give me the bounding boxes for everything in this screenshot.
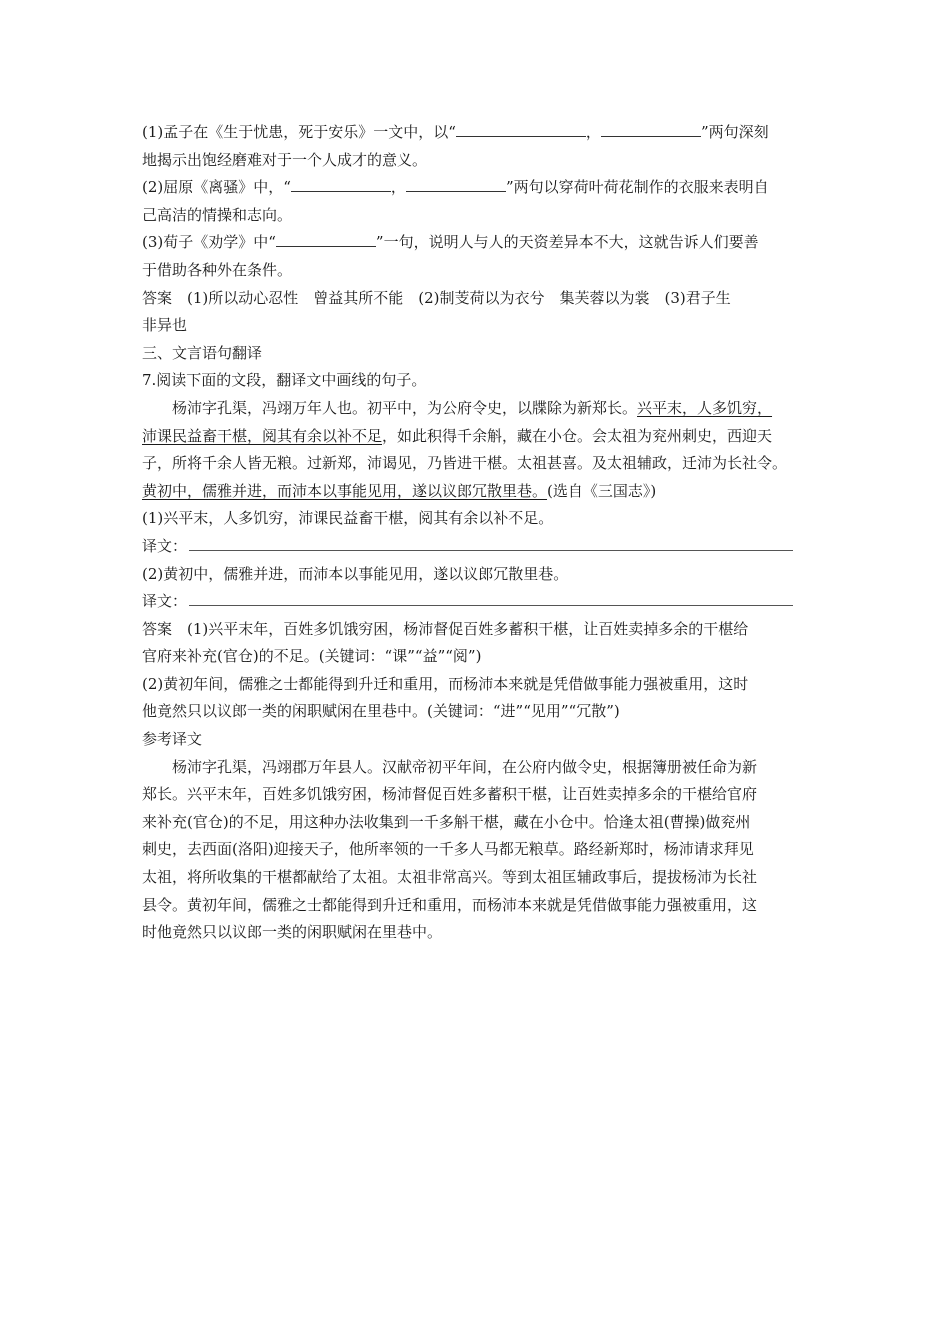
q7-answer-line4: 他竟然只以议郎一类的闲职赋闲在里巷中。(关键词：“进”“见用”“冗散”) xyxy=(142,702,620,721)
q6-item2-text: (2)屈原《离骚》中，“ xyxy=(142,178,291,197)
q6-item2-line2: 己高洁的情操和志向。 xyxy=(142,205,293,224)
translation-answer-line[interactable] xyxy=(189,535,793,551)
passage-line3: 子，所将千余人皆无粮。过新郑，沛谒见，乃皆进干椹。太祖甚喜。及太祖辅政，迁沛为长社令。 xyxy=(142,454,788,473)
passage-text: ，如此积得千余斛，藏在小仓。会太祖为兖州刺史，西迎天 xyxy=(382,426,773,445)
fill-blank[interactable] xyxy=(406,176,506,192)
q6-item3-text: (3)荀子《劝学》中“ xyxy=(142,233,276,252)
q6-item3-line2: 于借助各种外在条件。 xyxy=(142,260,293,279)
translation-label: 译文： xyxy=(142,536,188,555)
q6-item1-line1 xyxy=(142,119,810,147)
reference-line7: 时他竟然只以议郎一类的闲职赋闲在里巷中。 xyxy=(142,923,443,942)
passage-line2 xyxy=(142,423,810,451)
q7-answer-line3: (2)黄初年间，儒雅之士都能得到升迁和重用，而杨沛本来就是凭借做事能力强被重用，这时 xyxy=(142,674,749,693)
q6-item1-comma: ， xyxy=(585,123,601,141)
q6-item3-tail: ”一句，说明人与人的天资差异本不大，这就告诉人们要善 xyxy=(375,233,759,252)
fill-blank[interactable] xyxy=(291,176,391,192)
translation-row-1 xyxy=(142,533,810,561)
q7-title: 7.阅读下面的文段，翻译文中画线的句子。 xyxy=(142,371,427,390)
q6-item2-comma: ， xyxy=(390,178,406,197)
reference-line4: 刺史，去西面(洛阳)迎接天子，他所率领的一千多人马都无粮草。路经新郑时，杨沛请求拜见 xyxy=(142,840,754,859)
passage-line1 xyxy=(142,395,810,423)
underlined-sentence: 兴平末，人多饥穷， xyxy=(637,398,773,417)
fill-blank[interactable] xyxy=(456,121,586,137)
q6-item2-line1 xyxy=(142,174,810,202)
q7-answer-line1: 答案 (1)兴平末年，百姓多饥饿穷困，杨沛督促百姓多蓄积干椹，让百姓卖掉多余的干椹给 xyxy=(142,619,749,638)
passage-text: 杨沛字孔渠，冯翊万年人也。初平中，为公府令史，以牒除为新郑长。 xyxy=(172,398,638,417)
sub-question-2: (2)黄初中，儒雅并进，而沛本以事能见用，遂以议郎冗散里巷。 xyxy=(142,564,569,583)
q6-answer-line1: 答案 (1)所以动心忍性 曾益其所不能 (2)制芰荷以为衣兮 集芙蓉以为裳 (3)君子生 xyxy=(142,288,731,307)
q6-answer-line2: 非异也 xyxy=(142,316,188,335)
fill-blank[interactable] xyxy=(601,121,701,137)
q6-item1-text: (1)孟子在《生于忧患，死于安乐》一文中，以“ xyxy=(142,123,456,141)
passage-source: (选自《三国志》) xyxy=(547,481,657,500)
translation-answer-line[interactable] xyxy=(189,590,793,606)
reference-line1: 杨沛字孔渠，冯翊郡万年县人。汉献帝初平年间，在公府内做令史，根据簿册被任命为新 xyxy=(172,757,758,776)
document-page xyxy=(142,119,810,947)
q7-answer-line2: 官府来补充(官仓)的不足。(关键词：“课”“益”“阅”) xyxy=(142,647,482,666)
passage-line4 xyxy=(142,478,810,506)
q6-item1-tail: ”两句深刻 xyxy=(700,123,769,141)
reference-line5: 太祖，将所收集的干椹都献给了太祖。太祖非常高兴。等到太祖匡辅政事后，提拔杨沛为长社 xyxy=(142,868,758,887)
underlined-sentence: 黄初中，儒雅并进，而沛本以事能见用，遂以议郎冗散里巷。 xyxy=(142,481,548,500)
underlined-sentence: 沛课民益畜干椹，阅其有余以补不足 xyxy=(142,426,383,445)
q6-item1-line2: 地揭示出饱经磨难对于一个人成才的意义。 xyxy=(142,150,428,169)
reference-line3: 来补充(官仓)的不足，用这种办法收集到一千多斛干椹，藏在小仓中。恰逢太祖(曹操)做兖州 xyxy=(142,812,751,831)
translation-row-2 xyxy=(142,588,810,616)
reference-line2: 郑长。兴平末年，百姓多饥饿穷困，杨沛督促百姓多蓄积干椹，让百姓卖掉多余的干椹给官府 xyxy=(142,785,758,804)
translation-label: 译文： xyxy=(142,592,188,611)
reference-line6: 县令。黄初年间，儒雅之士都能得到升迁和重用，而杨沛本来就是凭借做事能力强被重用，这 xyxy=(142,895,758,914)
sub-question-1: (1)兴平末，人多饥穷，沛课民益畜干椹，阅其有余以补不足。 xyxy=(142,509,554,528)
section-heading: 三、文言语句翻译 xyxy=(142,343,263,362)
q6-item3-line1 xyxy=(142,229,810,257)
reference-heading: 参考译文 xyxy=(142,730,203,749)
q6-item2-tail: ”两句以穿荷叶荷花制作的衣服来表明自 xyxy=(505,178,769,197)
fill-blank[interactable] xyxy=(276,231,376,247)
